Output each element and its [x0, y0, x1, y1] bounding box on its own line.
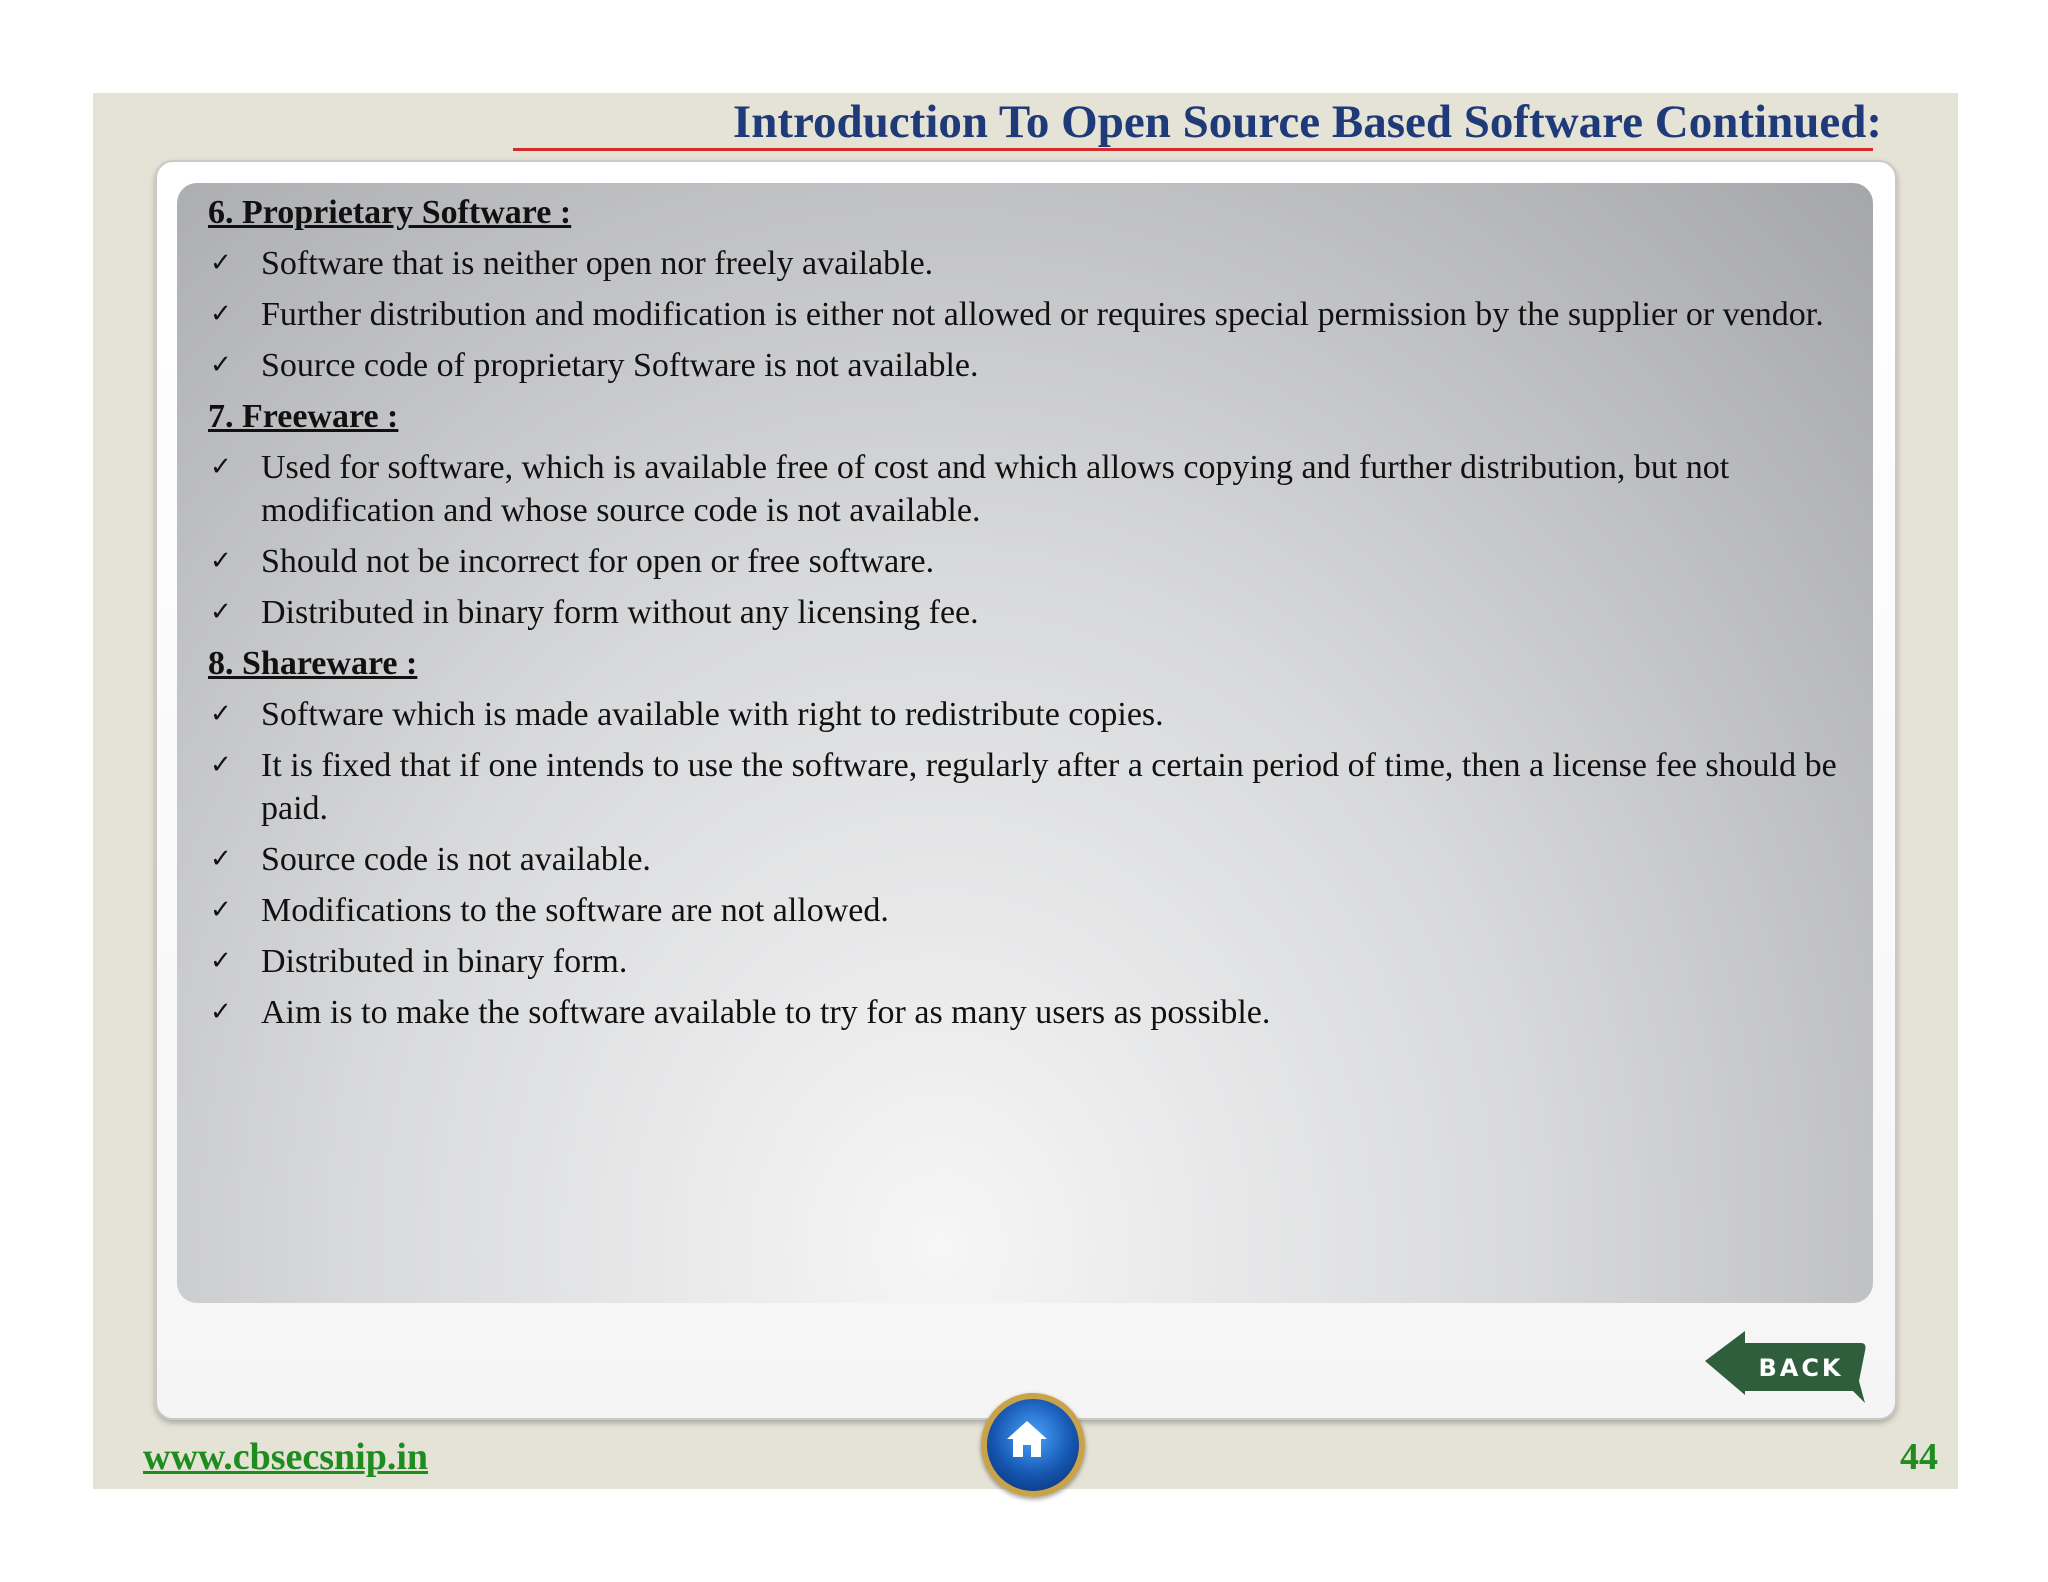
- checkmark-icon: ✓: [210, 452, 232, 482]
- title-underline: [513, 148, 1873, 151]
- list-item: ✓ Further distribution and modification is either not allowed or requires special permission by the supplier or vendor.: [208, 293, 1868, 336]
- list-item: ✓ Source code of proprietary Software is not available.: [208, 344, 1868, 387]
- home-icon: [1005, 1417, 1049, 1461]
- checkmark-icon: ✓: [210, 997, 232, 1027]
- list-item: ✓ Distributed in binary form without any licensing fee.: [208, 591, 1868, 634]
- list-item: ✓ Software that is neither open nor freely available.: [208, 242, 1868, 285]
- section-proprietary: [208, 191, 1868, 387]
- checkmark-icon: ✓: [210, 699, 232, 729]
- checkmark-icon: ✓: [210, 946, 232, 976]
- checkmark-icon: ✓: [210, 350, 232, 380]
- checkmark-icon: ✓: [210, 546, 232, 576]
- website-link[interactable]: www.cbsecsnip.in: [143, 1436, 429, 1478]
- list-item: ✓ Software which is made available with right to redistribute copies.: [208, 693, 1868, 736]
- section-heading: 6. Proprietary Software :: [208, 194, 572, 231]
- slide: [93, 93, 1958, 1489]
- checkmark-icon: ✓: [210, 248, 232, 278]
- page-number: 44: [1900, 1436, 1938, 1478]
- checkmark-icon: ✓: [210, 844, 232, 874]
- content-body: [208, 191, 1868, 1042]
- checkmark-icon: ✓: [210, 895, 232, 925]
- list-item: ✓ Aim is to make the software available to try for as many users as possible.: [208, 991, 1868, 1034]
- list-item: ✓ Should not be incorrect for open or free software.: [208, 540, 1868, 583]
- list-item: ✓ Modifications to the software are not allowed.: [208, 889, 1868, 932]
- slide-title: Introduction To Open Source Based Software Continued:: [732, 96, 1882, 148]
- list-item: ✓ It is fixed that if one intends to use the software, regularly after a certain period of time, then a license fee should be paid.: [208, 744, 1868, 830]
- section-freeware: [208, 395, 1868, 634]
- section-heading: 7. Freeware :: [208, 398, 399, 435]
- back-arrow-icon: [1703, 1323, 1873, 1413]
- section-shareware: [208, 642, 1868, 1034]
- list-item: ✓ Source code is not available.: [208, 838, 1868, 881]
- home-button[interactable]: [981, 1393, 1085, 1497]
- checkmark-icon: ✓: [210, 597, 232, 627]
- checkmark-icon: ✓: [210, 299, 232, 329]
- section-heading: 8. Shareware :: [208, 645, 418, 682]
- back-label: BACK: [1758, 1354, 1844, 1382]
- back-button[interactable]: [1703, 1323, 1873, 1413]
- list-item: ✓ Distributed in binary form.: [208, 940, 1868, 983]
- list-item: ✓ Used for software, which is available free of cost and which allows copying and further distribution, but not modification and whose source code is not available.: [208, 446, 1868, 532]
- checkmark-icon: ✓: [210, 750, 232, 780]
